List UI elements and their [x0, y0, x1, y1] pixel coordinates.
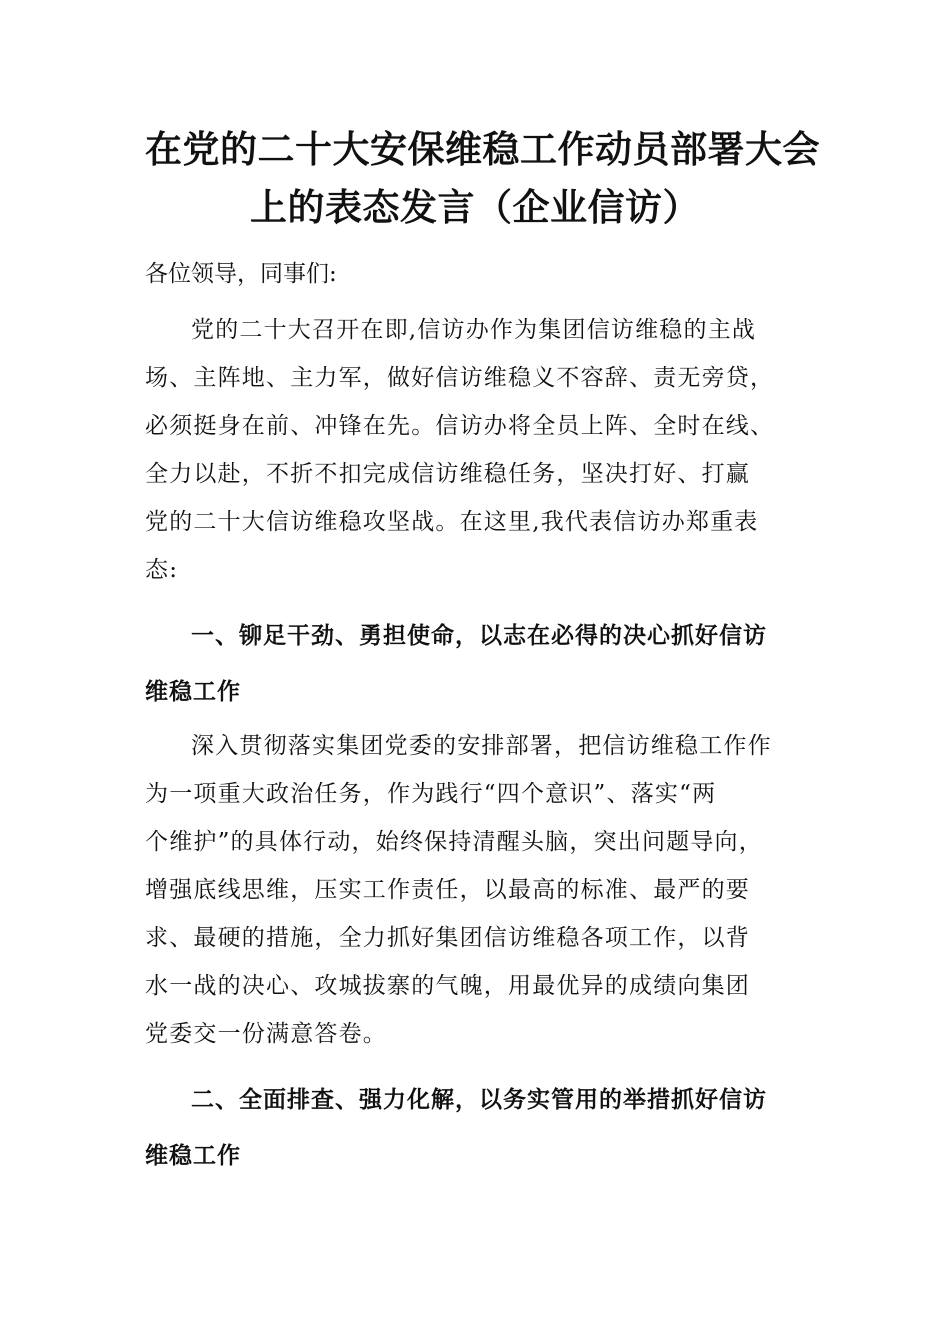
heading-line: 维稳工作	[145, 1143, 241, 1169]
title-line-2: 上的表态发言（企业信访）	[250, 185, 700, 229]
paragraph-line: 态:	[145, 557, 179, 583]
paragraph-line: 党委交一份满意答卷。	[145, 1021, 387, 1047]
heading-line: 维稳工作	[145, 679, 241, 705]
paragraph-line: 深入贯彻落实集团党委的安排部署，把信访维稳工作作	[191, 733, 772, 759]
paragraph-line: 水一战的决心、攻城拔寨的气魄，用最优异的成绩向集团	[145, 973, 750, 999]
paragraph-line: 个维护”的具体行动，始终保持清醒头脑，突出问题导向，	[145, 829, 763, 855]
paragraph-line: 为一项重大政治任务，作为践行“四个意识”、落实“两	[145, 781, 717, 807]
paragraph-line: 求、最硬的措施，全力抓好集团信访维稳各项工作，以背	[145, 925, 750, 951]
paragraph-line: 场、主阵地、主力军，做好信访维稳义不容辞、责无旁贷，	[145, 365, 775, 391]
document-title	[145, 120, 820, 236]
heading-line: 二、全面排查、强力化解，以务实管用的举措抓好信访	[191, 1087, 767, 1113]
paragraph-line: 必须挺身在前、冲锋在先。信访办将全员上阵、全时在线、	[145, 413, 775, 439]
paragraph-line: 增强底线思维，压实工作责任，以最高的标准、最严的要	[145, 877, 750, 903]
heading-line: 一、铆足干劲、勇担使命，以志在必得的决心抓好信访	[191, 623, 767, 649]
section-1-heading	[145, 608, 805, 720]
section-1-paragraph	[145, 722, 805, 1058]
paragraph-line: 全力以赴，不折不扣完成信访维稳任务，坚决打好、打赢	[145, 461, 750, 487]
section-2-heading	[145, 1072, 805, 1184]
paragraph-line: 党的二十大召开在即,信访办作为集团信访维稳的主战	[191, 317, 757, 343]
title-line-1: 在党的二十大安保维稳工作动员部署大会	[145, 127, 820, 171]
paragraph-line: 党的二十大信访维稳攻坚战。在这里,我代表信访办郑重表	[145, 509, 759, 535]
salutation: 各位领导，同事们:	[145, 261, 337, 287]
intro-paragraph	[145, 306, 805, 594]
